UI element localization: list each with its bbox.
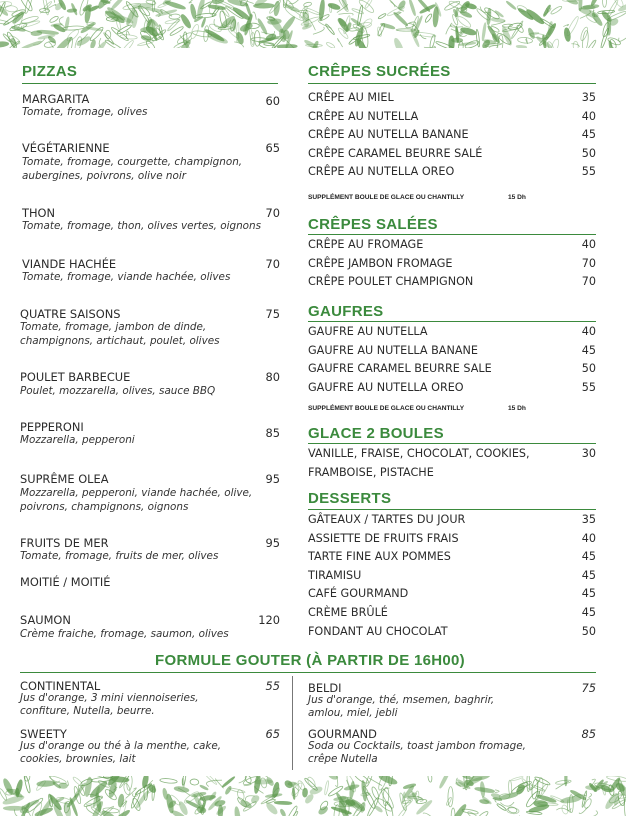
item-name: POULET BARBECUE — [20, 370, 131, 384]
item-price: 65 — [265, 727, 280, 741]
item-name: CRÊPE AU NUTELLA BANANE — [308, 128, 469, 142]
leaf-shape — [274, 801, 292, 805]
leaf-shape — [517, 37, 532, 44]
stem-shape — [589, 793, 592, 797]
leaf-shape — [23, 20, 41, 28]
item-price: 85 — [265, 426, 280, 440]
leaf-shape — [117, 794, 124, 808]
crepes-salees-list — [308, 236, 596, 292]
item-name: FRUITS DE MER — [20, 536, 109, 550]
item-name: CRÊPE AU NUTELLA — [308, 109, 419, 123]
item-price: 45 — [581, 587, 596, 601]
leaf-shape — [49, 15, 59, 23]
stem-shape — [586, 811, 598, 816]
item-price: 95 — [265, 472, 280, 486]
item-price: 85 — [581, 727, 596, 741]
item-price: 45 — [581, 128, 596, 142]
leaf-shape — [458, 42, 476, 46]
item-name: SAUMON — [20, 613, 71, 627]
item-name: CRÊPE AU FROMAGE — [308, 238, 424, 251]
foliage-border-bottom — [0, 776, 626, 816]
leaf-shape — [206, 32, 228, 45]
item-price: 40 — [581, 531, 596, 545]
item-price: 60 — [265, 94, 280, 108]
item-name: MOITIÉ / MOITIÉ — [20, 575, 111, 589]
list-item — [308, 623, 596, 642]
leaf-shape — [95, 41, 107, 48]
item-description: Tomate, fromage, thon, olives vertes, oignons — [22, 220, 262, 232]
list-item — [308, 567, 596, 586]
item-description: Tomate, fromage, jambon de dinde, champignons, artichaut, poulet, olives — [20, 321, 220, 347]
leaf-shape — [288, 782, 297, 785]
leaf-shape — [224, 786, 232, 795]
list-item — [308, 445, 596, 464]
leaf-shape — [565, 776, 568, 786]
leaf-shape — [169, 26, 184, 37]
leaf-shape — [165, 19, 180, 25]
item-price: 95 — [265, 536, 280, 550]
item-description: Crème fraiche, fromage, saumon, olives — [20, 628, 229, 640]
item-name: CRÊPE CARAMEL BEURRE SALÉ — [308, 146, 483, 160]
leaf-shape — [324, 780, 329, 795]
leaf-shape — [416, 791, 419, 799]
item-price: 75 — [581, 681, 596, 695]
stem-shape — [263, 776, 268, 778]
supplement-label: SUPPLÉMENT BOULE DE GLACE OU CHANTILLY — [308, 194, 465, 201]
item-description: Mozzarella, pepperoni, viande hachée, olive, poivrons, champignons, oignons — [20, 487, 253, 513]
item-description: Poulet, mozzarella, olives, sauce BBQ — [20, 385, 216, 397]
gaufres-supplement-note — [308, 405, 526, 412]
item-description: Mozzarella, pepperoni — [20, 434, 135, 446]
item-price: 35 — [581, 91, 596, 104]
stem-shape — [619, 33, 626, 41]
item-price: 30 — [581, 447, 596, 460]
leaf-shape — [291, 811, 298, 816]
leaf-shape — [396, 808, 408, 816]
leaf-shape — [169, 14, 180, 19]
supplement-price: 15 Dh — [508, 194, 526, 201]
item-price: 80 — [265, 370, 280, 384]
leaf-shape — [162, 788, 168, 800]
formule-divider — [292, 676, 293, 770]
leaf-shape — [292, 788, 295, 800]
list-item — [308, 323, 596, 342]
list-item — [308, 464, 596, 483]
leaf-shape — [326, 42, 336, 48]
item-description: Tomate, fromage, olives — [22, 106, 148, 118]
item-price: 55 — [581, 165, 596, 179]
leaf-shape — [317, 805, 328, 815]
crepes-sucrees-rule — [308, 83, 596, 84]
leaf-shape — [201, 18, 206, 28]
item-name: GOURMAND — [308, 727, 377, 741]
gaufres-title: GAUFRES — [308, 303, 384, 320]
item-name: SUPRÊME OLEA — [20, 472, 109, 486]
stem-shape — [500, 802, 514, 806]
crepes-salees-title: CRÊPES SALÉES — [308, 216, 438, 233]
leaf-shape — [608, 41, 612, 48]
leaf-shape — [506, 1, 517, 11]
item-name: SWEETY — [20, 727, 67, 741]
list-item — [308, 255, 596, 274]
list-item — [308, 236, 596, 255]
item-price: 70 — [265, 257, 280, 271]
item-name: TARTE FINE AUX POMMES — [308, 550, 451, 564]
list-item — [308, 511, 596, 530]
leaf-shape — [515, 783, 526, 795]
stem-shape — [338, 13, 353, 15]
list-item — [308, 342, 596, 361]
list-item — [308, 273, 596, 292]
leaf-shape — [378, 776, 398, 786]
leaf-shape — [550, 5, 563, 15]
item-price: 50 — [581, 624, 596, 638]
item-description: Jus d'orange, 3 mini viennoiseries, confiture, Nutella, beurre. — [20, 692, 199, 717]
leaf-shape — [104, 39, 123, 48]
leaf-shape — [439, 776, 451, 789]
item-price: 45 — [581, 343, 596, 357]
item-name: CAFÉ GOURMAND — [308, 587, 409, 601]
foliage-pattern-top — [0, 0, 626, 48]
item-name: ASSIETTE DE FRUITS FRAIS — [308, 531, 459, 545]
leaf-shape — [428, 776, 433, 782]
leaf-shape — [393, 37, 405, 48]
leaf-shape — [141, 27, 156, 32]
item-price: 70 — [581, 256, 596, 270]
item-name: GÂTEAUX / TARTES DU JOUR — [308, 513, 466, 526]
leaf-shape — [396, 29, 416, 31]
list-item — [308, 548, 596, 567]
leaf-shape — [582, 30, 589, 48]
leaf-shape — [459, 10, 472, 19]
formule-rule — [20, 672, 596, 673]
item-price: 35 — [581, 513, 596, 526]
crepes-sucrees-list — [308, 89, 596, 182]
leaf-shape — [397, 0, 406, 11]
item-price: 65 — [265, 141, 280, 155]
item-price: 50 — [581, 362, 596, 376]
leaf-shape — [234, 806, 241, 816]
list-item — [308, 126, 596, 145]
item-name: CRÊPE JAMBON FROMAGE — [308, 256, 453, 270]
item-name: TIRAMISU — [308, 568, 362, 582]
list-item — [308, 530, 596, 549]
leaf-shape — [451, 803, 467, 816]
item-price: 70 — [265, 206, 280, 220]
foliage-pattern-bottom — [0, 776, 626, 816]
leaf-shape — [476, 29, 480, 47]
stem-shape — [253, 12, 257, 20]
leaf-shape — [499, 792, 518, 800]
leaf-shape — [190, 779, 199, 785]
item-description: Jus d'orange ou thé à la menthe, cake, cookies, brownies, lait — [20, 740, 222, 765]
leaf-shape — [408, 0, 416, 16]
list-item — [308, 108, 596, 127]
leaf-shape — [64, 17, 69, 31]
item-price: 40 — [581, 238, 596, 251]
item-name: CRÊPE POULET CHAMPIGNON — [308, 275, 474, 289]
item-price: 40 — [581, 325, 596, 338]
leaf-shape — [602, 0, 606, 7]
item-price: 55 — [581, 380, 596, 394]
supplement-price: 15 Dh — [508, 405, 526, 412]
leaf-shape — [511, 776, 524, 781]
stem-shape — [495, 800, 497, 803]
list-item — [308, 163, 596, 182]
item-description: Soda ou Cocktails, toast jambon fromage, crêpe Nutella — [308, 740, 526, 765]
item-price: 40 — [581, 109, 596, 123]
pizzas-rule — [22, 83, 278, 84]
leaf-shape — [446, 797, 452, 806]
leaf-shape — [487, 8, 492, 25]
item-description: Tomate, fromage, courgette, champignon, aubergines, poivrons, olive noir — [22, 156, 243, 182]
item-name: VÉGÉTARIENNE — [22, 141, 110, 155]
leaf-shape — [182, 778, 185, 787]
leaf-shape — [303, 2, 312, 8]
item-description: Tomate, fromage, viande hachée, olives — [22, 271, 231, 283]
leaf-shape — [618, 2, 626, 12]
item-name: FONDANT AU CHOCOLAT — [308, 624, 448, 638]
crepes-sucrees-title: CRÊPES SUCRÉES — [308, 63, 451, 80]
pizzas-title: PIZZAS — [22, 63, 78, 80]
item-name: QUATRE SAISONS — [20, 307, 121, 321]
item-price: 120 — [258, 613, 280, 627]
leaf-shape — [581, 4, 599, 10]
leaf-shape — [0, 41, 9, 48]
leaf-shape — [496, 803, 506, 811]
leaf-shape — [15, 779, 24, 796]
item-price: 45 — [581, 605, 596, 619]
stem-shape — [556, 781, 569, 789]
list-item — [308, 145, 596, 164]
item-name: CRÈME BRÛLÉ — [308, 605, 388, 619]
stem-shape — [337, 38, 342, 47]
stem-shape — [526, 38, 528, 44]
item-name: GAUFRE AU NUTELLA OREO — [308, 380, 464, 394]
item-name: GAUFRE AU NUTELLA BANANE — [308, 343, 478, 357]
glace-title: GLACE 2 BOULES — [308, 425, 444, 442]
leaf-shape — [380, 23, 395, 30]
stem-shape — [495, 790, 499, 793]
item-name: CONTINENTAL — [20, 679, 101, 693]
item-price: 55 — [265, 679, 280, 693]
leaf-shape — [564, 27, 572, 41]
stem-shape — [189, 0, 198, 3]
item-name: GAUFRE AU NUTELLA — [308, 325, 428, 338]
leaf-shape — [208, 4, 226, 10]
leaf-shape — [86, 804, 98, 806]
leaf-shape — [378, 13, 387, 20]
item-name: VIANDE HACHÉE — [22, 257, 117, 271]
leaf-shape — [328, 785, 344, 797]
item-price: 75 — [265, 307, 280, 321]
foliage-border-top — [0, 0, 626, 48]
list-item — [308, 585, 596, 604]
leaf-shape — [249, 28, 254, 45]
leaf-shape — [451, 808, 455, 816]
leaf-shape — [279, 809, 286, 816]
item-name: PEPPERONI — [20, 420, 84, 434]
list-item — [308, 379, 596, 398]
glace-flavours-line1: VANILLE, FRAISE, CHOCOLAT, COOKIES, — [308, 447, 530, 460]
glace-flavours-line2: FRAMBOISE, PISTACHE — [308, 465, 434, 479]
leaf-shape — [325, 23, 335, 35]
stem-shape — [563, 24, 568, 26]
leaf-shape — [550, 38, 560, 48]
gaufres-list — [308, 323, 596, 397]
leaf-shape — [37, 780, 56, 786]
leaf-shape — [448, 787, 453, 807]
leaf-shape — [481, 23, 486, 41]
leaf-shape — [560, 795, 581, 804]
list-item — [308, 604, 596, 623]
item-price: 50 — [581, 146, 596, 160]
leaf-shape — [160, 778, 178, 784]
leaf-shape — [222, 776, 236, 788]
stem-shape — [318, 20, 331, 28]
leaf-shape — [240, 799, 253, 809]
leaf-shape — [349, 27, 359, 32]
leaf-shape — [508, 780, 511, 794]
desserts-title: DESSERTS — [308, 490, 392, 507]
list-item — [308, 89, 596, 108]
leaf-shape — [55, 35, 74, 48]
item-name: GAUFRE CARAMEL BEURRE SALE — [308, 362, 492, 376]
stem-shape — [385, 0, 396, 7]
item-name: CRÊPE AU NUTELLA OREO — [308, 165, 455, 179]
leaf-shape — [424, 13, 433, 23]
leaf-shape — [302, 788, 307, 797]
item-description: Tomate, fromage, fruits de mer, olives — [20, 550, 219, 562]
item-price: 45 — [581, 550, 596, 564]
list-item — [308, 360, 596, 379]
leaf-shape — [393, 11, 409, 26]
leaf-shape — [516, 45, 527, 48]
item-name: MARGARITA — [22, 92, 90, 106]
item-name: BELDI — [308, 681, 342, 695]
item-description: Jus d'orange, thé, msemen, baghrir, amlou, miel, jebli — [308, 694, 495, 719]
desserts-list — [308, 511, 596, 641]
formule-title: FORMULE GOUTER (À PARTIR DE 16H00) — [155, 652, 465, 669]
crepes-supplement-note — [308, 194, 526, 201]
item-price: 70 — [581, 275, 596, 289]
item-price: 45 — [581, 568, 596, 582]
item-name: CRÊPE AU MIEL — [308, 91, 394, 104]
glace-list — [308, 445, 596, 482]
item-name: THON — [22, 206, 56, 220]
supplement-label: SUPPLÉMENT BOULE DE GLACE OU CHANTILLY — [308, 405, 465, 412]
